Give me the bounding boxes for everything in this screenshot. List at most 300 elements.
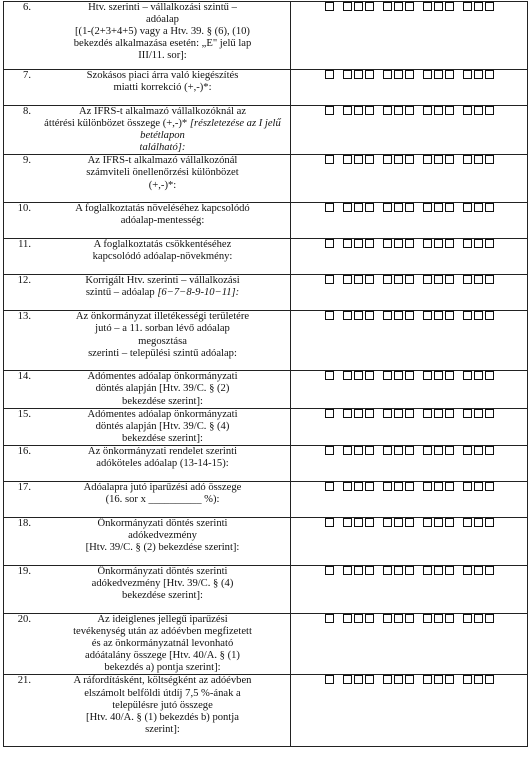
digit-box[interactable] — [354, 675, 363, 684]
digit-box[interactable] — [394, 518, 403, 527]
digit-box[interactable] — [405, 311, 414, 320]
digit-box[interactable] — [445, 409, 454, 418]
digit-box[interactable] — [463, 239, 472, 248]
digit-group — [325, 518, 334, 527]
digit-group — [325, 482, 334, 491]
digit-box[interactable] — [463, 371, 472, 380]
digit-box[interactable] — [343, 566, 352, 575]
digit-group — [343, 566, 374, 575]
digit-box[interactable] — [325, 675, 334, 684]
digit-box[interactable] — [405, 409, 414, 418]
amount-box-cell[interactable] — [291, 371, 528, 408]
digit-box[interactable] — [485, 371, 494, 380]
digit-box[interactable] — [354, 311, 363, 320]
digit-box[interactable] — [394, 675, 403, 684]
digit-box[interactable] — [445, 446, 454, 455]
digit-group — [343, 203, 374, 212]
digit-box[interactable] — [434, 203, 443, 212]
amount-box-cell[interactable] — [291, 155, 528, 203]
digit-group — [463, 446, 494, 455]
digit-box[interactable] — [423, 239, 432, 248]
digit-box[interactable] — [434, 675, 443, 684]
digit-group — [423, 675, 454, 684]
digit-group — [383, 371, 414, 380]
digit-box[interactable] — [405, 614, 414, 623]
digit-group — [343, 614, 374, 623]
digit-box[interactable] — [474, 482, 483, 491]
digit-box[interactable] — [485, 70, 494, 79]
digit-group — [325, 566, 334, 575]
digit-box[interactable] — [394, 275, 403, 284]
digit-box[interactable] — [354, 482, 363, 491]
digit-box[interactable] — [463, 409, 472, 418]
digit-box[interactable] — [474, 2, 483, 11]
digit-box[interactable] — [405, 518, 414, 527]
digit-box[interactable] — [423, 566, 432, 575]
digit-group — [423, 482, 454, 491]
digit-group — [463, 311, 494, 320]
digit-box[interactable] — [383, 409, 392, 418]
row-label-cell — [4, 445, 291, 481]
row-label-cell — [4, 106, 291, 155]
digit-box[interactable] — [394, 311, 403, 320]
digit-box[interactable] — [325, 614, 334, 623]
digit-box[interactable] — [343, 155, 352, 164]
digit-box[interactable] — [405, 566, 414, 575]
digit-box[interactable] — [434, 409, 443, 418]
digit-box[interactable] — [325, 311, 334, 320]
digit-box[interactable] — [365, 409, 374, 418]
digit-box[interactable] — [445, 106, 454, 115]
digit-group — [463, 155, 494, 164]
digit-box[interactable] — [354, 371, 363, 380]
form-row — [4, 481, 528, 517]
digit-box[interactable] — [474, 566, 483, 575]
digit-box[interactable] — [325, 482, 334, 491]
digit-box[interactable] — [463, 482, 472, 491]
digit-box[interactable] — [423, 311, 432, 320]
digit-box[interactable] — [485, 203, 494, 212]
digit-box[interactable] — [434, 239, 443, 248]
digit-box[interactable] — [394, 482, 403, 491]
digit-box[interactable] — [354, 155, 363, 164]
amount-box-cell[interactable] — [291, 2, 528, 70]
digit-box[interactable] — [474, 70, 483, 79]
digit-box[interactable] — [394, 371, 403, 380]
digit-box[interactable] — [423, 446, 432, 455]
digit-box[interactable] — [365, 566, 374, 575]
digit-group — [343, 371, 374, 380]
digit-box[interactable] — [383, 2, 392, 11]
digit-box[interactable] — [343, 2, 352, 11]
digit-box[interactable] — [423, 409, 432, 418]
digit-box[interactable] — [474, 275, 483, 284]
row-label-italic: [6−7−8-9-10−11]: — [157, 287, 240, 299]
digit-box[interactable] — [394, 446, 403, 455]
digit-box[interactable] — [474, 675, 483, 684]
digit-box[interactable] — [343, 675, 352, 684]
digit-box[interactable] — [365, 275, 374, 284]
digit-box[interactable] — [405, 106, 414, 115]
digit-group — [463, 239, 494, 248]
digit-box[interactable] — [394, 2, 403, 11]
digit-box[interactable] — [383, 482, 392, 491]
digit-box[interactable] — [383, 70, 392, 79]
digit-box[interactable] — [445, 275, 454, 284]
digit-box[interactable] — [325, 106, 334, 115]
digit-box[interactable] — [383, 675, 392, 684]
digit-box[interactable] — [434, 566, 443, 575]
digit-box[interactable] — [394, 155, 403, 164]
amount-box-cell[interactable] — [291, 311, 528, 371]
digit-box[interactable] — [434, 106, 443, 115]
form-row — [4, 675, 528, 747]
digit-group — [343, 2, 374, 11]
digit-box[interactable] — [405, 371, 414, 380]
digit-group — [325, 203, 334, 212]
digit-box[interactable] — [354, 203, 363, 212]
digit-box[interactable] — [365, 203, 374, 212]
amount-box-cell[interactable] — [291, 239, 528, 275]
digit-box[interactable] — [365, 518, 374, 527]
digit-box[interactable] — [383, 446, 392, 455]
digit-box[interactable] — [463, 2, 472, 11]
digit-group — [463, 371, 494, 380]
digit-box[interactable] — [354, 614, 363, 623]
digit-group — [343, 275, 374, 284]
amount-box-cell[interactable] — [291, 445, 528, 481]
digit-box[interactable] — [463, 518, 472, 527]
row-number: 14. — [17, 371, 31, 383]
digit-box[interactable] — [394, 409, 403, 418]
digit-box[interactable] — [343, 614, 352, 623]
digit-box[interactable] — [445, 203, 454, 212]
digit-box[interactable] — [383, 518, 392, 527]
digit-box[interactable] — [485, 155, 494, 164]
form-row — [4, 106, 528, 155]
row-number: 20. — [17, 613, 31, 625]
digit-box[interactable] — [423, 155, 432, 164]
digit-box[interactable] — [365, 482, 374, 491]
digit-box[interactable] — [434, 2, 443, 11]
digit-box[interactable] — [354, 275, 363, 284]
digit-group — [463, 203, 494, 212]
digit-group — [383, 614, 414, 623]
digit-box[interactable] — [485, 2, 494, 11]
digit-box[interactable] — [445, 566, 454, 575]
digit-box[interactable] — [434, 446, 443, 455]
form-row — [4, 445, 528, 481]
digit-box[interactable] — [365, 675, 374, 684]
row-label-text: Adómentes adóalap önkormányzati döntés alapján [Htv. 39/C. § (4) bekezdése szerint]: — [87, 408, 238, 444]
amount-box-cell[interactable] — [291, 481, 528, 517]
digit-box[interactable] — [354, 446, 363, 455]
row-label-text: A foglalkoztatás csökkentéséhez kapcsolódó adóalap-növekmény: — [92, 239, 233, 263]
digit-group — [343, 311, 374, 320]
digit-box[interactable] — [325, 275, 334, 284]
digit-box[interactable] — [325, 409, 334, 418]
digit-box[interactable] — [343, 518, 352, 527]
digit-group — [343, 518, 374, 527]
row-label-cell — [4, 239, 291, 275]
digit-box[interactable] — [325, 518, 334, 527]
digit-box[interactable] — [405, 675, 414, 684]
digit-box[interactable] — [423, 106, 432, 115]
digit-box[interactable] — [434, 482, 443, 491]
digit-box[interactable] — [445, 239, 454, 248]
digit-box[interactable] — [474, 409, 483, 418]
digit-box[interactable] — [383, 203, 392, 212]
digit-box[interactable] — [383, 239, 392, 248]
digit-box[interactable] — [485, 239, 494, 248]
digit-box[interactable] — [343, 371, 352, 380]
digit-group — [343, 106, 374, 115]
digit-box[interactable] — [445, 2, 454, 11]
amount-box-cell[interactable] — [291, 203, 528, 239]
digit-box[interactable] — [365, 239, 374, 248]
digit-box[interactable] — [485, 106, 494, 115]
digit-box[interactable] — [474, 446, 483, 455]
digit-box[interactable] — [463, 675, 472, 684]
digit-box[interactable] — [354, 239, 363, 248]
digit-box[interactable] — [343, 311, 352, 320]
digit-box[interactable] — [423, 70, 432, 79]
digit-box[interactable] — [474, 239, 483, 248]
row-label-text: Az IFRS-t alkalmazó vállalkozóknál az áttérési különbözet összege (+,-)* — [44, 106, 247, 130]
digit-group — [383, 518, 414, 527]
digit-box[interactable] — [394, 566, 403, 575]
digit-group — [463, 614, 494, 623]
row-number: 13. — [17, 311, 31, 323]
digit-box[interactable] — [343, 70, 352, 79]
digit-box[interactable] — [434, 311, 443, 320]
digit-box[interactable] — [463, 203, 472, 212]
digit-box[interactable] — [394, 239, 403, 248]
digit-box[interactable] — [445, 371, 454, 380]
digit-box[interactable] — [365, 106, 374, 115]
digit-box[interactable] — [423, 614, 432, 623]
digit-group — [423, 371, 454, 380]
digit-box[interactable] — [485, 409, 494, 418]
digit-box[interactable] — [485, 311, 494, 320]
digit-box[interactable] — [383, 155, 392, 164]
digit-box[interactable] — [354, 2, 363, 11]
digit-box[interactable] — [474, 518, 483, 527]
digit-box[interactable] — [343, 409, 352, 418]
digit-box[interactable] — [445, 614, 454, 623]
digit-box[interactable] — [383, 275, 392, 284]
amount-box-cell[interactable] — [291, 565, 528, 613]
digit-box[interactable] — [394, 614, 403, 623]
digit-box[interactable] — [463, 446, 472, 455]
digit-box[interactable] — [474, 311, 483, 320]
form-row — [4, 203, 528, 239]
digit-box[interactable] — [405, 482, 414, 491]
digit-box[interactable] — [485, 566, 494, 575]
digit-group — [463, 566, 494, 575]
digit-box[interactable] — [343, 446, 352, 455]
digit-box[interactable] — [423, 371, 432, 380]
digit-box[interactable] — [365, 446, 374, 455]
digit-box[interactable] — [463, 311, 472, 320]
digit-box[interactable] — [343, 106, 352, 115]
digit-box[interactable] — [474, 155, 483, 164]
digit-group — [423, 311, 454, 320]
digit-box[interactable] — [434, 518, 443, 527]
amount-box-cell[interactable] — [291, 613, 528, 674]
digit-box[interactable] — [434, 614, 443, 623]
digit-box[interactable] — [423, 2, 432, 11]
digit-box[interactable] — [343, 482, 352, 491]
digit-group — [463, 518, 494, 527]
digit-box[interactable] — [474, 371, 483, 380]
digit-box[interactable] — [463, 275, 472, 284]
digit-box[interactable] — [474, 614, 483, 623]
amount-box-cell[interactable] — [291, 106, 528, 155]
form-row — [4, 371, 528, 408]
digit-box[interactable] — [394, 203, 403, 212]
digit-box[interactable] — [365, 311, 374, 320]
digit-box[interactable] — [474, 203, 483, 212]
digit-box[interactable] — [365, 70, 374, 79]
digit-box[interactable] — [485, 275, 494, 284]
digit-box[interactable] — [405, 2, 414, 11]
row-number: 10. — [17, 203, 31, 215]
digit-group — [463, 106, 494, 115]
digit-box[interactable] — [394, 106, 403, 115]
digit-box[interactable] — [423, 482, 432, 491]
digit-box[interactable] — [325, 203, 334, 212]
digit-group — [463, 70, 494, 79]
digit-group — [383, 203, 414, 212]
digit-box[interactable] — [423, 203, 432, 212]
digit-group — [383, 482, 414, 491]
digit-box[interactable] — [445, 518, 454, 527]
row-label-cell — [4, 203, 291, 239]
digit-box[interactable] — [325, 446, 334, 455]
digit-box[interactable] — [354, 106, 363, 115]
amount-box-cell[interactable] — [291, 408, 528, 445]
digit-box[interactable] — [383, 311, 392, 320]
row-label-cell — [4, 675, 291, 747]
digit-box[interactable] — [434, 275, 443, 284]
digit-box[interactable] — [365, 155, 374, 164]
digit-box[interactable] — [325, 155, 334, 164]
digit-box[interactable] — [343, 203, 352, 212]
digit-box[interactable] — [325, 371, 334, 380]
digit-box[interactable] — [394, 70, 403, 79]
digit-box[interactable] — [445, 311, 454, 320]
digit-box[interactable] — [365, 2, 374, 11]
digit-group — [463, 275, 494, 284]
digit-box[interactable] — [423, 675, 432, 684]
digit-group — [343, 446, 374, 455]
digit-box[interactable] — [474, 106, 483, 115]
digit-group — [325, 239, 334, 248]
row-label-text: Az ideiglenes jellegű iparűzési tevékenység után az adóévben megfizetett és az önkormányzatnál levonható adóátalány összege [Htv. 40/A. § (1) bekezdés a) pontja szerint]: — [73, 613, 252, 674]
digit-box[interactable] — [423, 518, 432, 527]
digit-group — [423, 566, 454, 575]
digit-box[interactable] — [445, 482, 454, 491]
digit-box[interactable] — [405, 203, 414, 212]
amount-box-cell[interactable] — [291, 70, 528, 106]
amount-box-cell[interactable] — [291, 517, 528, 565]
digit-box[interactable] — [343, 239, 352, 248]
digit-box[interactable] — [485, 614, 494, 623]
digit-box[interactable] — [325, 70, 334, 79]
digit-box[interactable] — [365, 614, 374, 623]
digit-box[interactable] — [383, 566, 392, 575]
digit-box[interactable] — [485, 482, 494, 491]
digit-box[interactable] — [365, 371, 374, 380]
row-number: 19. — [17, 565, 31, 577]
row-number: 21. — [17, 675, 31, 687]
digit-box[interactable] — [463, 106, 472, 115]
digit-box[interactable] — [354, 70, 363, 79]
digit-group — [423, 409, 454, 418]
digit-box[interactable] — [405, 275, 414, 284]
row-label-cell — [4, 517, 291, 565]
digit-box[interactable] — [485, 518, 494, 527]
row-label-cell — [4, 565, 291, 613]
digit-box[interactable] — [343, 275, 352, 284]
row-label-text: Az önkormányzat illetékességi területére jutó – a 11. sorban lévő adóalap megosztása szerinti – települési szintű adóalap: — [75, 311, 250, 359]
digit-group — [325, 106, 334, 115]
digit-box[interactable] — [405, 155, 414, 164]
row-label-cell — [4, 408, 291, 445]
digit-group — [463, 2, 494, 11]
digit-group — [383, 239, 414, 248]
digit-box[interactable] — [463, 566, 472, 575]
digit-group — [423, 275, 454, 284]
digit-box[interactable] — [434, 70, 443, 79]
digit-box[interactable] — [405, 70, 414, 79]
digit-group — [343, 482, 374, 491]
form-row — [4, 70, 528, 106]
digit-box[interactable] — [463, 155, 472, 164]
digit-box[interactable] — [423, 275, 432, 284]
digit-group — [423, 2, 454, 11]
digit-box[interactable] — [445, 155, 454, 164]
digit-group — [343, 675, 374, 684]
digit-box[interactable] — [434, 155, 443, 164]
amount-box-cell[interactable] — [291, 275, 528, 311]
digit-box[interactable] — [354, 518, 363, 527]
digit-box[interactable] — [485, 446, 494, 455]
digit-box[interactable] — [445, 70, 454, 79]
digit-box[interactable] — [325, 566, 334, 575]
digit-box[interactable] — [463, 70, 472, 79]
form-row — [4, 408, 528, 445]
form-row — [4, 311, 528, 371]
digit-group — [383, 311, 414, 320]
amount-box-cell[interactable] — [291, 675, 528, 747]
digit-box[interactable] — [405, 239, 414, 248]
digit-box[interactable] — [383, 614, 392, 623]
digit-box[interactable] — [445, 675, 454, 684]
digit-box[interactable] — [434, 371, 443, 380]
digit-box[interactable] — [325, 2, 334, 11]
digit-box[interactable] — [354, 409, 363, 418]
digit-box[interactable] — [383, 106, 392, 115]
digit-box[interactable] — [383, 371, 392, 380]
digit-box[interactable] — [354, 566, 363, 575]
row-number: 17. — [17, 481, 31, 493]
digit-box[interactable] — [463, 614, 472, 623]
digit-box[interactable] — [325, 239, 334, 248]
digit-box[interactable] — [485, 675, 494, 684]
digit-box[interactable] — [405, 446, 414, 455]
